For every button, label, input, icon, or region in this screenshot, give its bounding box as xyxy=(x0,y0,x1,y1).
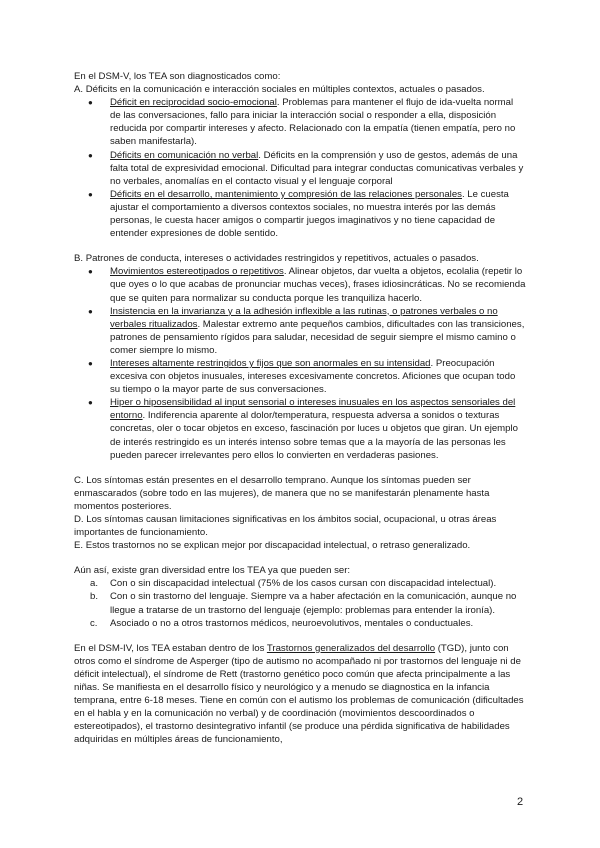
page-number: 2 xyxy=(517,796,524,808)
item-text: Asociado o no a otros trastornos médicos, neuroevolutivos, mentales o conductuales. xyxy=(110,617,474,629)
page-body xyxy=(74,70,526,747)
diversity-intro: Aún así, existe gran diversidad entre los TEA ya que pueden ser: xyxy=(74,565,351,577)
item-term: Intereses altamente restringidos y fijos que son anormales en su intensidad xyxy=(110,357,431,369)
item-term: Déficits en el desarrollo, mantenimiento y compresión de las relaciones personales xyxy=(110,188,462,200)
list-item xyxy=(74,149,526,188)
list-item xyxy=(74,265,526,304)
criterion-a-heading: A. Déficits en la comunicación e interacción sociales en múltiples contextos, actuales o pasados. xyxy=(74,84,485,96)
item-term: Hiper o hiposensibilidad al input sensorial o intereses inusuales en los aspectos sensoriales del entorno xyxy=(110,397,516,422)
item-marker: c. xyxy=(90,617,98,629)
intro-paragraph: En el DSM-V, los TEA son diagnosticados como: xyxy=(74,71,281,82)
dsm4-text-after: (TGD), junto con otros como el síndrome de Asperger (tipo de autismo no acompañado ni por trastornos del lenguaje ni de déficit intelectual), el síndrome de Rett (trastorno genético poco común que afecta principalmente a las niñas. Se manifiesta en el desarrollo físico y neurológico y a menudo se diagnostica en la infancia temprana, entre 6-18 meses. Tiene en común con el autismo los problemas de comunicación (dificultades en el habla y en la comunicación no verbal) y de coordinación (movimientos descoordinados o estereotipados), el trastorno desintegrativo infantil (se produce una pérdida significativa de habilidades adquiridas en múltiples áreas de funcionamiento, xyxy=(74,642,524,746)
item-text: . Le cuesta ajustar el comportamiento a diversos contextos sociales, no muestra interés por las demás personas, le cuesta hacer amigos o compartir juegos imaginativos y no tiene capacidad de entender expresiones de doble sentido. xyxy=(110,188,509,240)
list-item xyxy=(74,305,526,357)
item-term: Déficit en reciprocidad socio-emocional xyxy=(110,97,277,109)
item-text: . Déficits en la comprensión y uso de gestos, además de una falta total de expresividad emocional. Dificultad para integrar conductas comunicativas verbales y no verbales, anomalías en el contacto visual y el lenguaje corporal xyxy=(110,149,524,187)
dsm4-term: Trastornos generalizados del desarrollo xyxy=(266,642,436,654)
item-text: Con o sin trastorno del lenguaje. Siempre va a haber afectación en la comunicación, aunque no llegue a tratarse de un trastorno del lenguaje (ejemplo: problemas para entender la ironía). xyxy=(110,591,517,616)
list-item xyxy=(74,396,526,461)
item-text: . Preocupación excesiva con objetos inusuales, intereses excesivamente concretos. Aficiones que ocupan todo su tiempo o la mayor parte de sus conversaciones. xyxy=(110,357,516,396)
dsm4-paragraph xyxy=(74,642,526,747)
list-item xyxy=(74,590,526,616)
criterion-d-paragraph: D. Los síntomas causan limitaciones significativas en los ámbitos social, ocupacional, u otras áreas importantes de funcionamiento. xyxy=(74,514,497,539)
list-item xyxy=(74,617,526,630)
item-term: Insistencia en la invarianza y a la adhesión inflexible a las rutinas, o patrones verbales o no verbales ritualizados xyxy=(110,305,498,330)
item-text: . Problemas para mantener el flujo de ida-vuelta normal de las conversaciones, fallo para iniciar la interacción social o responder a ella, disposición reducida por compartir intereses y afecto. Relacionado con la empatía (tienen empatía, pero no saben manifestarla). xyxy=(110,97,516,148)
criterion-a-list xyxy=(74,96,526,240)
list-item xyxy=(74,96,526,148)
item-text: . Alinear objetos, dar vuelta a objetos, ecolalia (repetir lo que oyes o lo que acabas de pronunciar muchas veces), frases idiosincráticas. No se recomienda que se quiten para normalizar su conducta porque les tranquiliza hacerlo. xyxy=(110,266,526,304)
criterion-c-paragraph: C. Los síntomas están presentes en el desarrollo temprano. Aunque los síntomas pueden ser enmascarados (sobre todo en las mujeres), de manera que no se manifestarán plenamente hasta momentos posteriores. xyxy=(74,474,490,512)
dsm4-text-before: En el DSM-IV, los TEA estaban dentro de los xyxy=(74,642,267,654)
criterion-b-list xyxy=(74,265,526,461)
list-item xyxy=(74,357,526,396)
diversity-list xyxy=(74,577,526,629)
item-marker: b. xyxy=(90,591,99,603)
item-term: Déficits en comunicación no verbal xyxy=(110,149,259,161)
item-text: . Malestar extremo ante pequeños cambios, dificultades con las transiciones, patrones de pensamiento rígidos para saludar, necesidad de seguir siempre el mismo camino o comer siempre lo mismo. xyxy=(110,318,525,356)
list-item xyxy=(74,188,526,240)
list-item xyxy=(74,577,526,590)
criterion-e-paragraph: E. Estos trastornos no se explican mejor por discapacidad intelectual, o retraso generalizado. xyxy=(74,540,471,552)
item-text: . Indiferencia aparente al dolor/temperatura, respuesta adversa a sonidos o texturas concretas, oler o tocar objetos en exceso, fascinación por luces u objetos que giran. Un ejemplo de interés restringido es un interés intenso sobre temas que a la mayoría de las personas les pueden parecer irrelevantes pero ellos lo convierten en verdaderas pasiones. xyxy=(110,410,518,461)
item-term: Movimientos estereotipados o repetitivos xyxy=(110,266,284,278)
item-marker: a. xyxy=(90,578,99,590)
criterion-b-heading: B. Patrones de conducta, intereses o actividades restringidos y repetitivos, actuales o pasados. xyxy=(74,253,479,265)
item-text: Con o sin discapacidad intelectual (75% de los casos cursan con discapacidad intelectual). xyxy=(110,578,497,590)
